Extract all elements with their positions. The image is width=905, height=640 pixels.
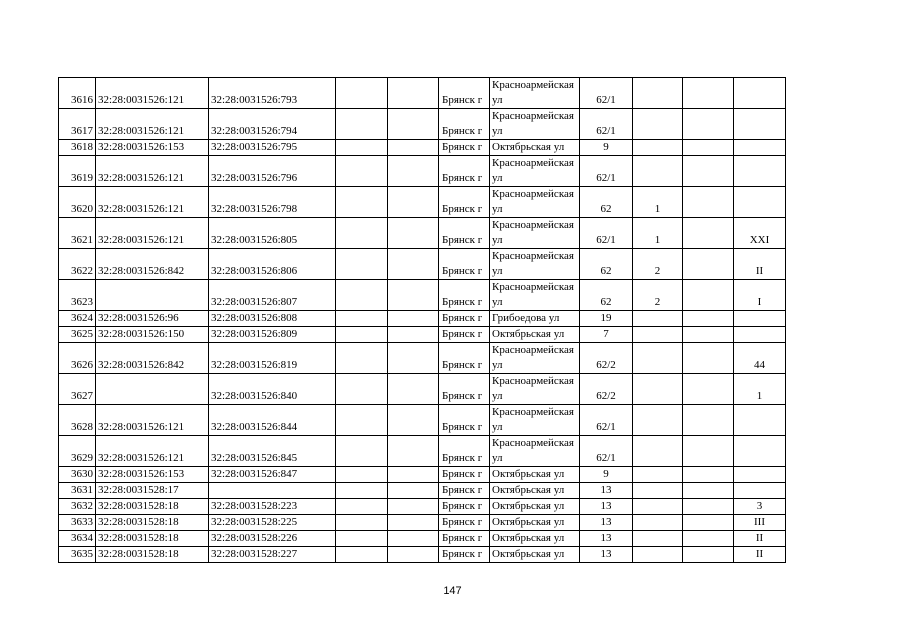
cell-street: Октябрьская ул — [490, 547, 580, 563]
cell-premises — [734, 467, 786, 483]
cell-premises: XXI — [734, 218, 786, 249]
cell-city: Брянск г — [439, 78, 490, 109]
cell-premises: 3 — [734, 499, 786, 515]
cell-land-cadastral-number: 32:28:0031528:18 — [96, 547, 209, 563]
cell-empty — [388, 374, 439, 405]
cell-record-number: 3634 — [59, 531, 96, 547]
cell-land-cadastral-number: 32:28:0031528:18 — [96, 499, 209, 515]
cell-empty — [336, 531, 388, 547]
cell-street: Красноармейская ул — [490, 405, 580, 436]
cell-building-cadastral-number: 32:28:0031526:794 — [209, 109, 336, 140]
cell-empty — [683, 280, 734, 311]
cell-city: Брянск г — [439, 374, 490, 405]
cell-empty — [683, 374, 734, 405]
cell-empty — [336, 467, 388, 483]
cell-record-number: 3619 — [59, 156, 96, 187]
cell-street: Красноармейская ул — [490, 249, 580, 280]
cell-land-cadastral-number — [96, 280, 209, 311]
cell-building-number: 2 — [633, 280, 683, 311]
cell-record-number: 3635 — [59, 547, 96, 563]
cell-empty — [336, 311, 388, 327]
cell-building-number — [633, 109, 683, 140]
cell-premises — [734, 109, 786, 140]
cell-street: Октябрьская ул — [490, 515, 580, 531]
cell-empty — [336, 140, 388, 156]
cell-building-number — [633, 156, 683, 187]
cell-house: 13 — [580, 515, 633, 531]
cell-city: Брянск г — [439, 249, 490, 280]
cell-empty — [336, 436, 388, 467]
cell-building-cadastral-number: 32:28:0031526:807 — [209, 280, 336, 311]
cell-record-number: 3632 — [59, 499, 96, 515]
cell-house: 9 — [580, 140, 633, 156]
cell-empty — [336, 109, 388, 140]
cell-building-cadastral-number: 32:28:0031526:840 — [209, 374, 336, 405]
cell-empty — [336, 327, 388, 343]
table-body — [59, 78, 786, 563]
table-row — [59, 343, 786, 374]
cell-empty — [683, 187, 734, 218]
cell-empty — [683, 327, 734, 343]
cell-record-number: 3616 — [59, 78, 96, 109]
cell-building-cadastral-number: 32:28:0031526:805 — [209, 218, 336, 249]
cell-record-number: 3631 — [59, 483, 96, 499]
cell-premises — [734, 327, 786, 343]
cell-building-number — [633, 140, 683, 156]
cell-building-number — [633, 547, 683, 563]
cell-land-cadastral-number: 32:28:0031528:18 — [96, 531, 209, 547]
cell-street: Октябрьская ул — [490, 499, 580, 515]
cell-building-cadastral-number: 32:28:0031526:808 — [209, 311, 336, 327]
cell-premises: 1 — [734, 374, 786, 405]
cell-house: 62 — [580, 249, 633, 280]
cell-street: Октябрьская ул — [490, 140, 580, 156]
cell-land-cadastral-number: 32:28:0031526:121 — [96, 436, 209, 467]
cell-empty — [388, 327, 439, 343]
cell-empty — [336, 187, 388, 218]
cell-land-cadastral-number: 32:28:0031526:153 — [96, 467, 209, 483]
table-row — [59, 280, 786, 311]
cell-land-cadastral-number: 32:28:0031526:150 — [96, 327, 209, 343]
cell-empty — [388, 140, 439, 156]
registry-table — [58, 77, 786, 563]
cell-building-cadastral-number: 32:28:0031526:819 — [209, 343, 336, 374]
cell-house: 19 — [580, 311, 633, 327]
cell-empty — [683, 531, 734, 547]
cell-street: Красноармейская ул — [490, 156, 580, 187]
cell-land-cadastral-number: 32:28:0031528:17 — [96, 483, 209, 499]
cell-land-cadastral-number: 32:28:0031526:153 — [96, 140, 209, 156]
table-row — [59, 218, 786, 249]
cell-building-number — [633, 374, 683, 405]
cell-empty — [683, 343, 734, 374]
cell-city: Брянск г — [439, 483, 490, 499]
cell-record-number: 3624 — [59, 311, 96, 327]
cell-building-cadastral-number: 32:28:0031528:226 — [209, 531, 336, 547]
cell-house: 62 — [580, 280, 633, 311]
cell-empty — [388, 515, 439, 531]
cell-building-number — [633, 405, 683, 436]
cell-building-number — [633, 436, 683, 467]
cell-premises — [734, 78, 786, 109]
cell-record-number: 3628 — [59, 405, 96, 436]
cell-city: Брянск г — [439, 327, 490, 343]
cell-land-cadastral-number: 32:28:0031526:121 — [96, 78, 209, 109]
cell-record-number: 3633 — [59, 515, 96, 531]
table-row — [59, 109, 786, 140]
cell-empty — [336, 280, 388, 311]
cell-premises: I — [734, 280, 786, 311]
table-row — [59, 467, 786, 483]
cell-street: Красноармейская ул — [490, 343, 580, 374]
cell-city: Брянск г — [439, 140, 490, 156]
cell-land-cadastral-number: 32:28:0031528:18 — [96, 515, 209, 531]
cell-building-cadastral-number: 32:28:0031526:806 — [209, 249, 336, 280]
cell-house: 7 — [580, 327, 633, 343]
table-row — [59, 499, 786, 515]
cell-empty — [388, 547, 439, 563]
cell-building-number — [633, 78, 683, 109]
cell-street: Октябрьская ул — [490, 467, 580, 483]
cell-empty — [336, 499, 388, 515]
cell-empty — [683, 483, 734, 499]
cell-empty — [336, 483, 388, 499]
cell-empty — [388, 405, 439, 436]
cell-empty — [388, 343, 439, 374]
cell-street: Красноармейская ул — [490, 187, 580, 218]
cell-premises: II — [734, 547, 786, 563]
cell-empty — [388, 483, 439, 499]
cell-building-number — [633, 343, 683, 374]
cell-city: Брянск г — [439, 218, 490, 249]
cell-building-cadastral-number — [209, 483, 336, 499]
cell-record-number: 3621 — [59, 218, 96, 249]
cell-building-cadastral-number: 32:28:0031526:795 — [209, 140, 336, 156]
cell-house: 62 — [580, 187, 633, 218]
cell-empty — [388, 499, 439, 515]
cell-land-cadastral-number: 32:28:0031526:842 — [96, 249, 209, 280]
cell-premises — [734, 405, 786, 436]
cell-land-cadastral-number: 32:28:0031526:121 — [96, 109, 209, 140]
cell-house: 62/1 — [580, 405, 633, 436]
cell-empty — [388, 436, 439, 467]
cell-building-number — [633, 327, 683, 343]
cell-city: Брянск г — [439, 311, 490, 327]
table-row — [59, 515, 786, 531]
table-row — [59, 249, 786, 280]
cell-empty — [683, 156, 734, 187]
cell-house: 13 — [580, 531, 633, 547]
cell-empty — [683, 547, 734, 563]
cell-empty — [388, 218, 439, 249]
cell-house: 13 — [580, 547, 633, 563]
cell-city: Брянск г — [439, 467, 490, 483]
cell-city: Брянск г — [439, 436, 490, 467]
cell-street: Красноармейская ул — [490, 280, 580, 311]
cell-building-cadastral-number: 32:28:0031526:809 — [209, 327, 336, 343]
cell-building-number — [633, 467, 683, 483]
cell-building-number: 2 — [633, 249, 683, 280]
cell-city: Брянск г — [439, 515, 490, 531]
table-row — [59, 405, 786, 436]
cell-city: Брянск г — [439, 531, 490, 547]
cell-premises: II — [734, 249, 786, 280]
cell-empty — [683, 78, 734, 109]
cell-building-cadastral-number: 32:28:0031528:223 — [209, 499, 336, 515]
table-row — [59, 187, 786, 218]
cell-empty — [336, 343, 388, 374]
cell-empty — [683, 311, 734, 327]
cell-city: Брянск г — [439, 405, 490, 436]
cell-empty — [336, 218, 388, 249]
cell-premises — [734, 156, 786, 187]
cell-city: Брянск г — [439, 499, 490, 515]
cell-house: 62/2 — [580, 343, 633, 374]
cell-land-cadastral-number: 32:28:0031526:121 — [96, 218, 209, 249]
cell-house: 62/1 — [580, 436, 633, 467]
cell-premises — [734, 140, 786, 156]
cell-building-number: 1 — [633, 187, 683, 218]
cell-land-cadastral-number: 32:28:0031526:96 — [96, 311, 209, 327]
cell-empty — [388, 187, 439, 218]
page-number: 147 — [443, 585, 462, 597]
cell-empty — [336, 249, 388, 280]
cell-empty — [388, 78, 439, 109]
cell-record-number: 3627 — [59, 374, 96, 405]
cell-street: Красноармейская ул — [490, 78, 580, 109]
cell-city: Брянск г — [439, 187, 490, 218]
cell-house: 62/1 — [580, 218, 633, 249]
cell-empty — [388, 249, 439, 280]
cell-building-number — [633, 531, 683, 547]
cell-empty — [388, 109, 439, 140]
cell-empty — [683, 218, 734, 249]
cell-building-cadastral-number: 32:28:0031526:793 — [209, 78, 336, 109]
cell-empty — [388, 311, 439, 327]
cell-house: 62/1 — [580, 78, 633, 109]
table-row — [59, 311, 786, 327]
cell-empty — [388, 280, 439, 311]
cell-record-number: 3626 — [59, 343, 96, 374]
cell-record-number: 3622 — [59, 249, 96, 280]
cell-building-number — [633, 515, 683, 531]
cell-empty — [388, 156, 439, 187]
table-row — [59, 78, 786, 109]
cell-premises — [734, 483, 786, 499]
cell-building-number — [633, 311, 683, 327]
cell-empty — [388, 531, 439, 547]
cell-premises: 44 — [734, 343, 786, 374]
cell-empty — [683, 499, 734, 515]
cell-empty — [336, 78, 388, 109]
cell-building-number — [633, 499, 683, 515]
cell-land-cadastral-number: 32:28:0031526:121 — [96, 156, 209, 187]
cell-building-cadastral-number: 32:28:0031528:225 — [209, 515, 336, 531]
cell-record-number: 3620 — [59, 187, 96, 218]
cell-house: 62/1 — [580, 109, 633, 140]
cell-empty — [336, 156, 388, 187]
cell-city: Брянск г — [439, 547, 490, 563]
cell-empty — [683, 109, 734, 140]
cell-premises: II — [734, 531, 786, 547]
cell-empty — [683, 140, 734, 156]
cell-street: Октябрьская ул — [490, 483, 580, 499]
cell-house: 9 — [580, 467, 633, 483]
cell-land-cadastral-number: 32:28:0031526:121 — [96, 187, 209, 218]
table-row — [59, 531, 786, 547]
cell-street: Красноармейская ул — [490, 218, 580, 249]
cell-street: Красноармейская ул — [490, 374, 580, 405]
cell-building-cadastral-number: 32:28:0031528:227 — [209, 547, 336, 563]
cell-street: Красноармейская ул — [490, 109, 580, 140]
cell-empty — [336, 515, 388, 531]
cell-premises — [734, 436, 786, 467]
cell-empty — [388, 467, 439, 483]
cell-city: Брянск г — [439, 156, 490, 187]
cell-building-cadastral-number: 32:28:0031526:847 — [209, 467, 336, 483]
cell-record-number: 3629 — [59, 436, 96, 467]
cell-city: Брянск г — [439, 109, 490, 140]
cell-premises — [734, 187, 786, 218]
cell-empty — [336, 405, 388, 436]
cell-record-number: 3630 — [59, 467, 96, 483]
cell-building-cadastral-number: 32:28:0031526:844 — [209, 405, 336, 436]
cell-building-cadastral-number: 32:28:0031526:796 — [209, 156, 336, 187]
cell-street: Октябрьская ул — [490, 327, 580, 343]
cell-empty — [336, 374, 388, 405]
cell-record-number: 3617 — [59, 109, 96, 140]
cell-street: Красноармейская ул — [490, 436, 580, 467]
cell-city: Брянск г — [439, 343, 490, 374]
cell-city: Брянск г — [439, 280, 490, 311]
table-row — [59, 374, 786, 405]
cell-house: 13 — [580, 483, 633, 499]
cell-record-number: 3625 — [59, 327, 96, 343]
cell-building-number — [633, 483, 683, 499]
cell-land-cadastral-number: 32:28:0031526:842 — [96, 343, 209, 374]
table-row — [59, 436, 786, 467]
cell-record-number: 3623 — [59, 280, 96, 311]
cell-land-cadastral-number — [96, 374, 209, 405]
cell-land-cadastral-number: 32:28:0031526:121 — [96, 405, 209, 436]
cell-house: 13 — [580, 499, 633, 515]
table-row — [59, 327, 786, 343]
cell-empty — [683, 405, 734, 436]
cell-empty — [683, 515, 734, 531]
cell-empty — [683, 467, 734, 483]
cell-premises: III — [734, 515, 786, 531]
cell-street: Октябрьская ул — [490, 531, 580, 547]
cell-empty — [683, 436, 734, 467]
table-row — [59, 547, 786, 563]
cell-house: 62/2 — [580, 374, 633, 405]
cell-building-number: 1 — [633, 218, 683, 249]
cell-premises — [734, 311, 786, 327]
table-row — [59, 156, 786, 187]
cell-record-number: 3618 — [59, 140, 96, 156]
table-row — [59, 483, 786, 499]
cell-building-cadastral-number: 32:28:0031526:798 — [209, 187, 336, 218]
cell-empty — [336, 547, 388, 563]
cell-building-cadastral-number: 32:28:0031526:845 — [209, 436, 336, 467]
table-row — [59, 140, 786, 156]
cell-empty — [683, 249, 734, 280]
cell-house: 62/1 — [580, 156, 633, 187]
cell-street: Грибоедова ул — [490, 311, 580, 327]
